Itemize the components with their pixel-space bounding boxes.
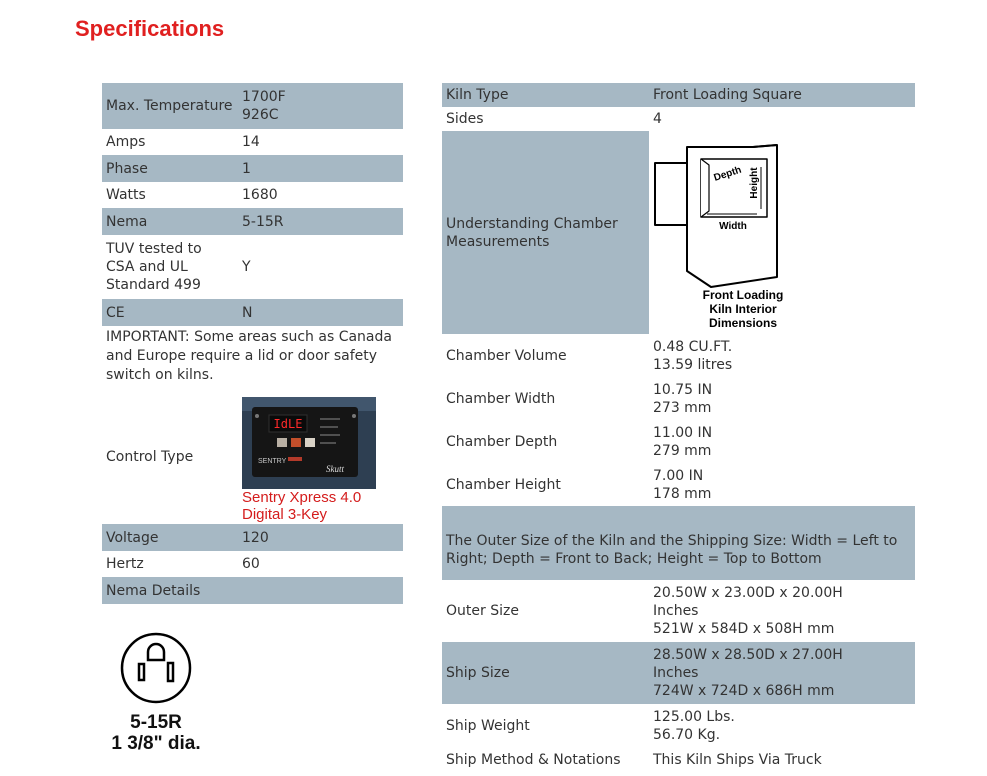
spec-label: Sides: [442, 107, 649, 131]
spec-row-sides: [442, 107, 915, 131]
spec-value: 60: [238, 551, 403, 577]
spec-row-chamber-width: [442, 377, 915, 420]
spec-label: Ship Method & Notations: [442, 748, 649, 772]
spec-value-line: 10.75 IN: [653, 381, 713, 398]
spec-label: CE: [102, 299, 238, 326]
nema-plug-diagram: [104, 630, 224, 760]
spec-value: 4: [649, 107, 915, 131]
spec-value-line: 28.50W x 28.50D x 27.00H: [653, 647, 843, 663]
spec-row-outer-size: [442, 580, 915, 642]
diagram-caption-3: Dimensions: [708, 315, 778, 330]
diagram-depth-label: Depth: [712, 164, 743, 184]
chamber-diagram-cell: [649, 131, 915, 334]
kiln-chamber-diagram: [653, 133, 793, 333]
spec-value-line: 178 mm: [653, 485, 712, 502]
important-note: IMPORTANT: Some areas such as Canada and Europe require a lid or door safety switch on kilns.: [102, 326, 403, 389]
spec-value: [649, 463, 915, 506]
spec-row-voltage: [102, 524, 403, 551]
spec-label: Chamber Depth: [442, 420, 649, 463]
control-panel-image: [242, 397, 376, 489]
spec-row-kiln-type: [442, 83, 915, 107]
spec-row-phase: [102, 155, 403, 182]
spec-row-chamber-height: [442, 463, 915, 506]
spec-label: Max. Temperature: [102, 83, 238, 129]
spec-value: [649, 580, 915, 642]
spec-value: 1: [238, 155, 403, 182]
spec-value-line: 13.59 litres: [653, 356, 733, 373]
spec-label: Understanding Chamber Measurements: [442, 131, 649, 334]
spec-row-ship-method: [442, 748, 915, 772]
spec-value-line: 0.48 CU.FT.: [653, 338, 733, 355]
size-note-row: [442, 506, 915, 580]
spec-value-line: 926C: [242, 107, 279, 123]
spec-value: 5-15R: [238, 208, 403, 235]
spec-row-tuv: [102, 235, 403, 299]
spec-row-nema-details: [102, 577, 403, 604]
spec-label: Nema: [102, 208, 238, 235]
panel-brand: SENTRY: [258, 457, 287, 465]
spec-label: Watts: [102, 182, 238, 208]
plug-size: 1 3/8" dia.: [111, 733, 201, 754]
spec-value: This Kiln Ships Via Truck: [649, 748, 915, 772]
spec-value-line: 7.00 IN: [653, 467, 704, 484]
spec-row-ship-size: [442, 642, 915, 704]
spec-value: [649, 642, 915, 704]
spec-label: Chamber Height: [442, 463, 649, 506]
spec-row-chamber-diagram: [442, 131, 915, 334]
spec-label: Ship Weight: [442, 704, 649, 748]
diagram-caption-1: Front Loading: [702, 287, 784, 302]
spec-label: Amps: [102, 129, 238, 155]
panel-maker: Skutt: [326, 463, 344, 474]
spec-row-amps: [102, 129, 403, 155]
spec-value: [238, 83, 403, 129]
page-title: Specifications: [75, 16, 225, 41]
spec-label: Chamber Width: [442, 377, 649, 420]
spec-value: [238, 577, 403, 604]
spec-value: [649, 377, 915, 420]
spec-row-watts: [102, 182, 403, 208]
spec-row-hertz: [102, 551, 403, 577]
spec-label: Kiln Type: [442, 83, 649, 107]
spec-label: Voltage: [102, 524, 238, 551]
right-spec-table: [442, 83, 915, 772]
important-note-row: [102, 326, 403, 389]
spec-row-chamber-volume: [442, 334, 915, 377]
spec-value-line: 724W x 724D x 686H mm: [653, 683, 835, 699]
spec-value-line: 521W x 584D x 508H mm: [653, 621, 835, 637]
spec-value: 1680: [238, 182, 403, 208]
spec-value-line: Inches: [653, 603, 699, 619]
spec-label: Chamber Volume: [442, 334, 649, 377]
control-caption-1: Sentry Xpress 4.0: [242, 488, 362, 506]
diagram-width-label: Width: [719, 220, 747, 232]
spec-label: Outer Size: [442, 580, 649, 642]
spec-value: Front Loading Square: [649, 83, 915, 107]
diagram-height-label: Height: [749, 166, 760, 199]
spec-value-line: 273 mm: [653, 399, 712, 416]
spec-value: 120: [238, 524, 403, 551]
spec-value-line: 1700F: [242, 89, 286, 105]
spec-value: [649, 334, 915, 377]
spec-value: [238, 389, 403, 524]
spec-row-chamber-depth: [442, 420, 915, 463]
spec-value-line: 125.00 Lbs.: [653, 709, 735, 725]
spec-value-line: 56.70 Kg.: [653, 727, 721, 743]
spec-row-control-type: [102, 389, 403, 524]
control-display-text: IdLE: [273, 416, 303, 431]
spec-value: Y: [238, 235, 403, 299]
spec-value: [649, 420, 915, 463]
spec-row-nema: [102, 208, 403, 235]
spec-value: N: [238, 299, 403, 326]
spec-label: Hertz: [102, 551, 238, 577]
control-caption-2: Digital 3-Key: [242, 505, 328, 523]
spec-label: Ship Size: [442, 642, 649, 704]
spec-value: 14: [238, 129, 403, 155]
spec-value-line: 279 mm: [653, 442, 712, 459]
left-spec-table: [102, 83, 403, 604]
size-note: The Outer Size of the Kiln and the Shipping Size: Width = Left to Right; Depth = Front to Back; Height = Top to Bottom: [442, 506, 915, 580]
spec-row-ce: [102, 299, 403, 326]
spec-label: Phase: [102, 155, 238, 182]
plug-model: 5-15R: [130, 712, 182, 733]
spec-label: Nema Details: [102, 577, 238, 604]
spec-value-line: Inches: [653, 665, 699, 681]
spec-label: Control Type: [102, 389, 238, 524]
spec-row-ship-weight: [442, 704, 915, 748]
spec-value-line: 11.00 IN: [653, 424, 713, 441]
outlet-icon: [104, 630, 224, 708]
spec-label: TUV tested to CSA and UL Standard 499: [102, 235, 238, 299]
spec-value: [649, 704, 915, 748]
spec-value-line: 20.50W x 23.00D x 20.00H: [653, 585, 843, 601]
spec-row-max-temperature: [102, 83, 403, 129]
diagram-caption-2: Kiln Interior: [709, 301, 777, 316]
